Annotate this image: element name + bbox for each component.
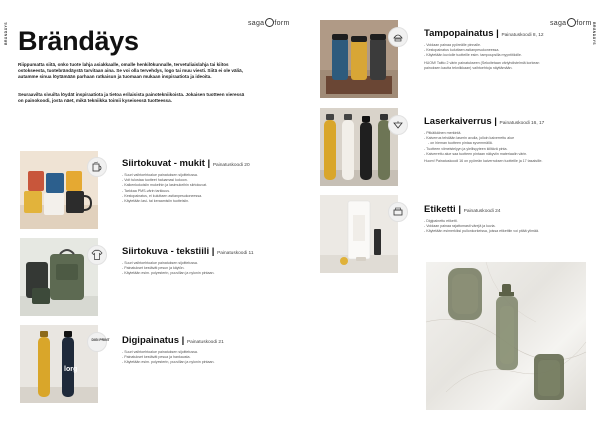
method-laser: Laserkaiverrus | Painatuskoodi 16, 17 - Pitkäikäinen merkintä. - Kaiverrus tehdään laserin avulla, jolloin kaiverrettu alue - on hieman tuotteen pintaa syvemmällä. - Tuotteen viimeistelyyn ja ylellisyyteen kiiltävä pinta. - Kaiverrettu alue saa tuotteen pintaan näkyviin materiaalin värin. Huom! Painatuskoodi 16 on pyöreän kaiverruksen tuotteille ja 17 tasaisille. bbox=[424, 116, 544, 164]
sagaform-logo-right: saga form bbox=[550, 20, 592, 27]
method-digiprint: Digipainatus | Painatuskoodi 21 - Suuri vaihtoehtoalue painatuksen sijoittelussa. - Painatukset kestävät pesua ja hankausta. - Käytetään esim. polyesterin, puuvillan ja nylonin pintaan. bbox=[122, 335, 224, 366]
laser-photo bbox=[320, 108, 398, 186]
method-transfer-textile: Siirtokuva - tekstiili | Painatuskoodi 11 - Suuri vaihtoehtoalue painatuksen sijoittelussa. - Painatukset kestävät pesun ja käytön. - Käytetään esim. polyesterin, puuvillan ja nylonin pintaan. bbox=[122, 246, 254, 277]
intro-paragraph-2: Seuraavilta sivuilta löydät inspiraatiota ja tietoa erilaisista painotekniikoista. Jokaisen tuotteen vieressä on painokoodi, josta näet, mikä tekniikka toimii kyseisessä tuotteessa. bbox=[18, 92, 245, 103]
product-hero-photo bbox=[426, 262, 586, 410]
method-label: Etiketti | Painatuskoodi 24 - Digipainettu etiketti. - Voidaan painaa rajattomasti värejä ja kuvia. - Käytetään esimerkiksi pullonkorkeissa, joissa etikettiin voi pitää ylimää. bbox=[424, 204, 539, 235]
intro-paragraph-1: Riippumatta siitä, onko tuote lahja asiakkaalle, omalle henkilökunnalle, tervetuliaislahja tai kiitos ostokseesta, tuotebrändäystä tarvitaan aina. Se voi olla tervehdys, logo tai muu viesti. Siitä ei ole väliä, autamme sinua löytämään parhaan ratkaisun ja tuomaan mukaan inspiraatiota ja ideoita. bbox=[18, 62, 243, 79]
sagaform-logo-left: saga form bbox=[248, 20, 290, 27]
digital-print-icon bbox=[87, 332, 110, 352]
tshirt-icon bbox=[87, 245, 107, 265]
label-printer-icon bbox=[388, 202, 408, 222]
method-transfer-mugs: Siirtokuvat - mukit | Painatuskoodi 20 - Suuri vaihtoehtoalue painatuksen sijoittelussa. - Voit tulostaa tuotteet haluamasi kokoon. - Kaikenkokoisiin mukeihin ja lasimukeihin siirtokuvat. - Tarkkaa PMS-värin tarkkuus. - Kestopainatus, ei kuluttaen astianpesukoneessa. - Käytetään lasi- tai keraamisiin tuotteisiin. bbox=[122, 158, 250, 204]
svg-text:lorg: lorg bbox=[64, 366, 78, 373]
mug-icon bbox=[87, 157, 107, 177]
label-photo bbox=[320, 195, 398, 273]
textile-photo bbox=[20, 238, 98, 316]
right-page bbox=[300, 0, 600, 424]
method-tampo: Tampopainatus | Painatuskoodi 8, 12 - Voidaan painaa pyöreälle pinnalle. - Kestopainatus kuluttaen astianpesukoneessa. - Käytetään kuviolle tuotteille esim. tampoupsilla myyntitiloille. HUOM! Taitto 2 värin painatukseen (Sekoitetaan väriyhdistelmiä korkean painoksen kautta tekniikkaan) vaihtoehtoja näyttämään. bbox=[424, 28, 544, 71]
digiprint-photo bbox=[20, 325, 98, 403]
laser-engraving-icon bbox=[388, 115, 408, 135]
page-title: Brändäys bbox=[18, 26, 139, 56]
tampo-print-icon bbox=[388, 27, 408, 47]
tampo-photo bbox=[320, 20, 398, 98]
side-tab-left: BRÄNDÄYS bbox=[4, 22, 8, 46]
side-tab-right: BRÄNDÄYS bbox=[592, 22, 596, 46]
badge-digi-label: DIGI PRINT bbox=[91, 338, 110, 342]
mugs-photo bbox=[20, 151, 98, 229]
